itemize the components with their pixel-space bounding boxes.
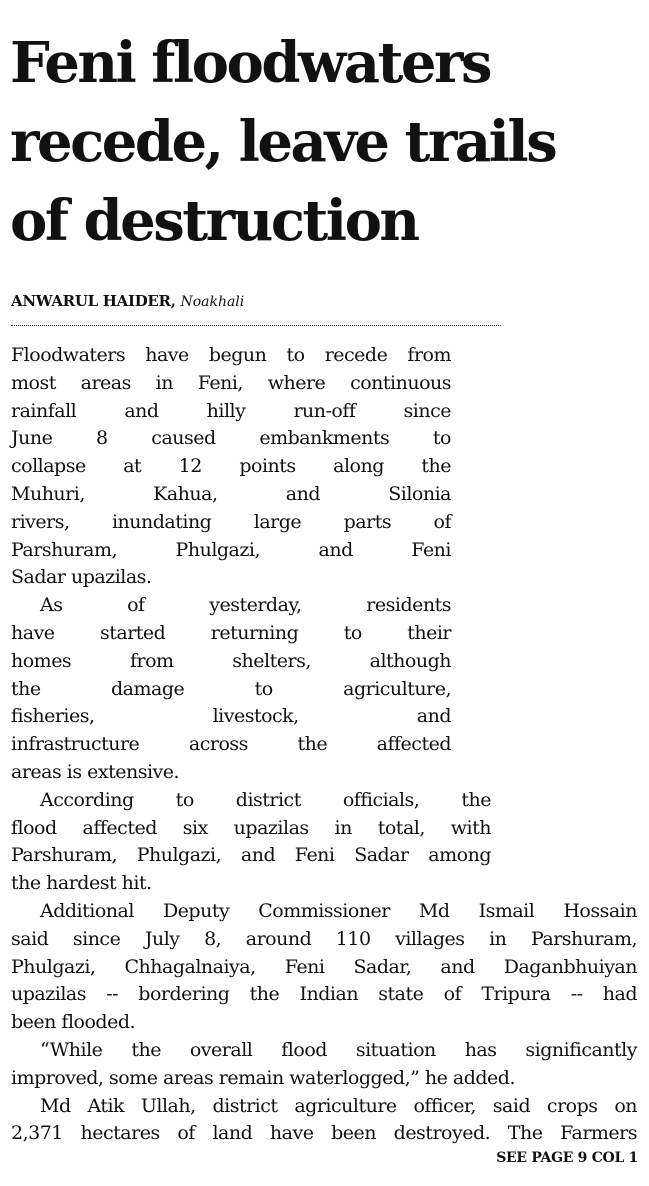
body-line: said since July 8, around 110 villages in Parshuram, <box>11 927 637 950</box>
headline-line: of destruction <box>10 188 418 254</box>
body-line: As of yesterday, residents <box>40 594 451 617</box>
body-line: collapse at 12 points along the <box>11 455 451 478</box>
body-line: the damage to agriculture, <box>11 677 451 700</box>
body-line: homes from shelters, although <box>11 649 451 672</box>
body-line: infrastructure across the affected <box>11 733 451 756</box>
body-line: Additional Deputy Commissioner Md Ismail Hossain <box>40 899 637 922</box>
body-line: Muhuri, Kahua, and Silonia <box>11 482 451 505</box>
body-line: Md Atik Ullah, district agriculture officer, said crops on <box>40 1094 637 1117</box>
body-line: Parshuram, Phulgazi, and Feni <box>11 538 451 561</box>
headline-line: recede, leave trails <box>10 109 556 175</box>
body-line: the hardest hit. <box>11 872 152 895</box>
continuation-jump: SEE PAGE 9 COL 1 <box>496 1150 638 1166</box>
body-line: improved, some areas remain waterlogged,” he added. <box>11 1066 515 1089</box>
byline-author: ANWARUL HAIDER, <box>11 292 176 310</box>
body-line: most areas in Feni, where continuous <box>11 371 451 394</box>
byline <box>11 290 244 313</box>
body-line: According to district officials, the <box>40 788 491 811</box>
headline-line: Feni floodwaters <box>10 30 491 96</box>
body-line: have started returning to their <box>11 621 451 644</box>
body-line: flood affected six upazilas in total, with <box>11 816 491 839</box>
body-line: Sadar upazilas. <box>11 566 152 589</box>
headline <box>10 24 645 261</box>
body-line: upazilas -- bordering the Indian state of Tripura -- had <box>11 983 637 1006</box>
body-line: June 8 caused embankments to <box>11 427 451 450</box>
body-line: areas is extensive. <box>11 760 180 783</box>
byline-divider <box>11 325 501 326</box>
body-line: Phulgazi, Chhagalnaiya, Feni Sadar, and Daganbhuiyan <box>11 955 637 978</box>
body-line: Parshuram, Phulgazi, and Feni Sadar among <box>11 844 491 867</box>
body-line: Floodwaters have begun to recede from <box>11 344 451 366</box>
body-line: fisheries, livestock, and <box>11 705 451 728</box>
article-body <box>11 342 637 1148</box>
body-line: 2,371 hectares of land have been destroyed. The Farmers <box>11 1122 637 1145</box>
byline-location: Noakhali <box>180 294 245 310</box>
body-line: “While the overall flood situation has significantly <box>40 1038 637 1061</box>
body-line: rivers, inundating large parts of <box>11 510 451 533</box>
body-line: rainfall and hilly run-off since <box>11 399 451 422</box>
body-line: been flooded. <box>11 1011 136 1034</box>
